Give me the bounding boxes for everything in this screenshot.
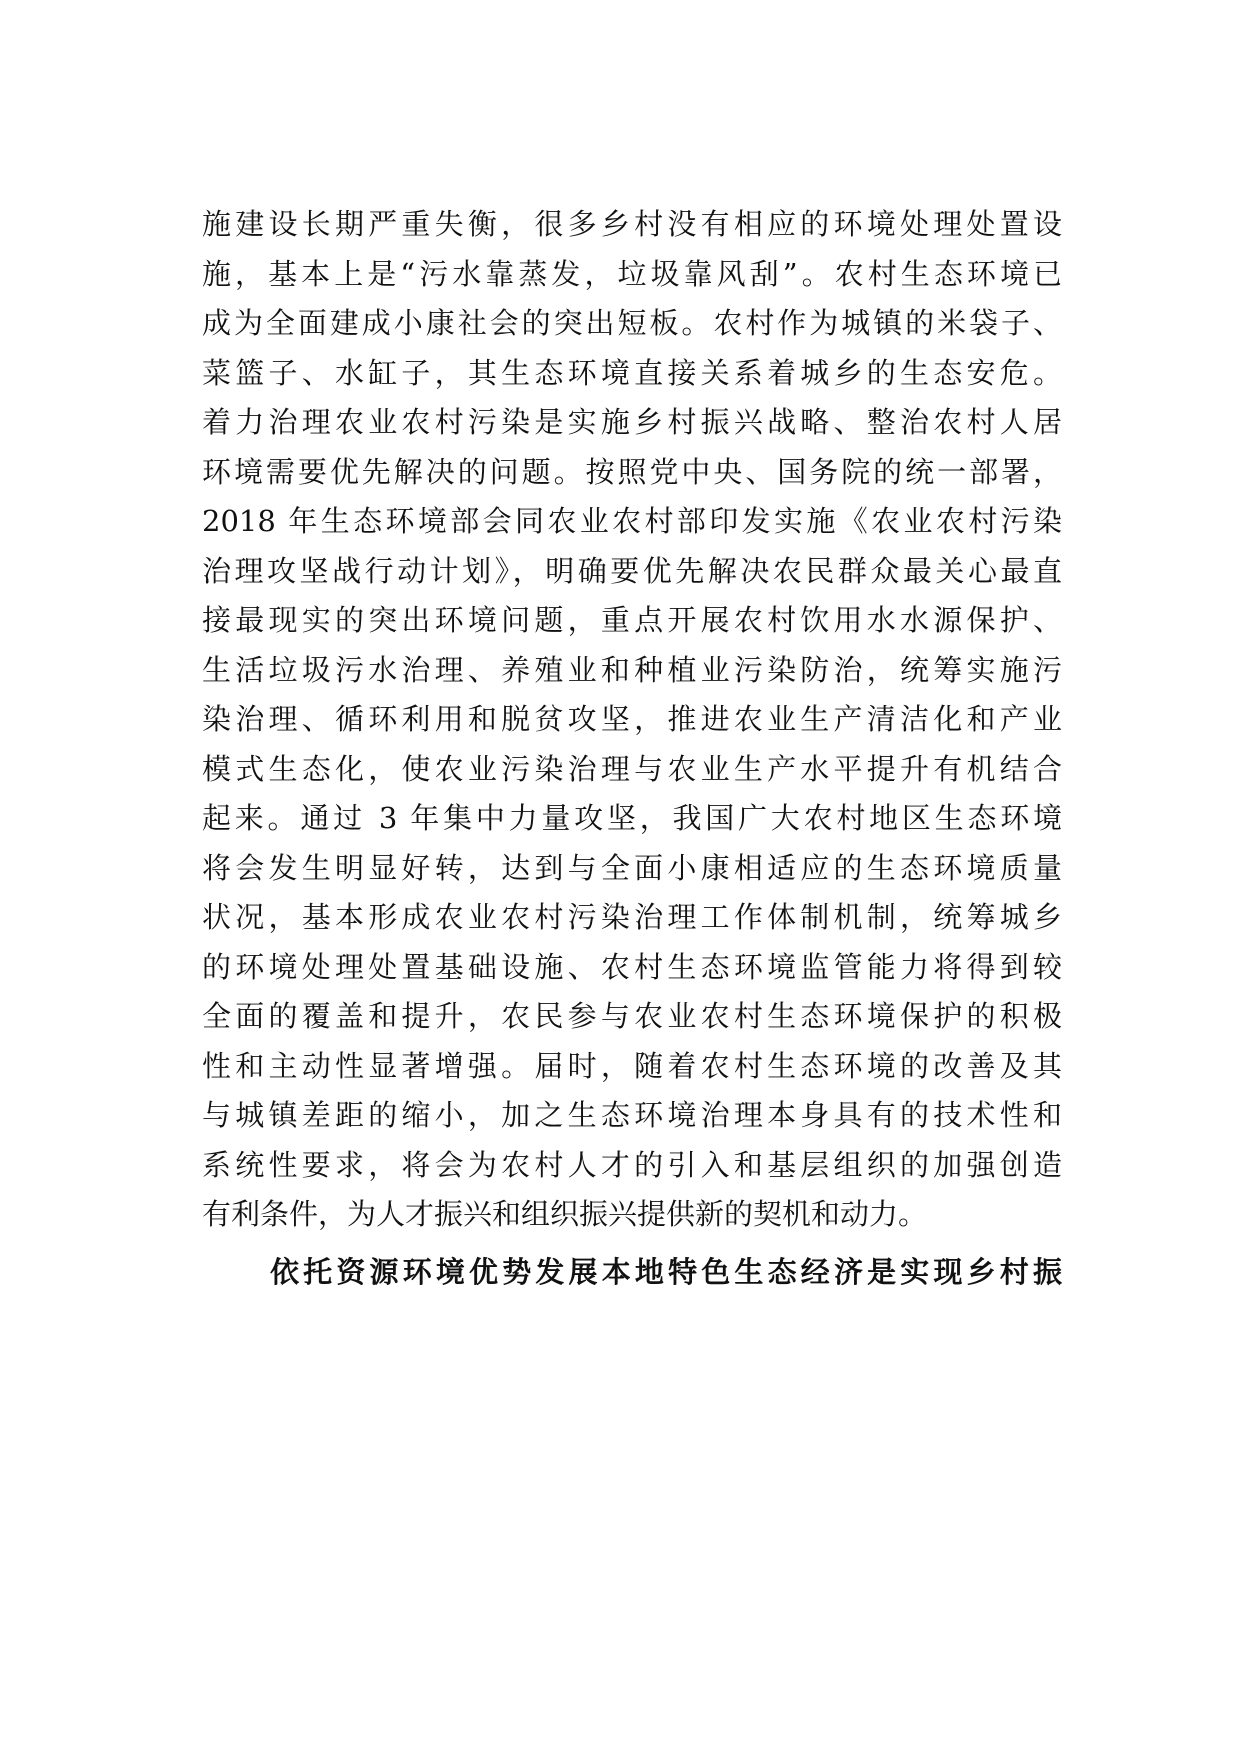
paragraph-line: 与城镇差距的缩小，加之生态环境治理本身具有的技术性和 bbox=[202, 1098, 1062, 1132]
paragraph-line: 起来。通过 3 年集中力量攻坚，我国广大农村地区生态环境 bbox=[202, 801, 1062, 835]
paragraph-line: 性和主动性显著增强。届时，随着农村生态环境的改善及其 bbox=[202, 1048, 1062, 1083]
paragraph-line: 系统性要求，将会为农村人才的引入和基层组织的加强创造 bbox=[202, 1147, 1062, 1182]
paragraph-last-line: 有利条件，为人才振兴和组织振兴提供新的契机和动力。 bbox=[202, 1197, 928, 1231]
paragraph-line: 成为全面建成小康社会的突出短板。农村作为城镇的米袋子、 bbox=[202, 306, 1062, 340]
paragraph-line: 治理攻坚战行动计划》，明确要优先解决农民群众最关心最直 bbox=[202, 553, 1062, 588]
paragraph-line: 模式生态化，使农业污染治理与农业生产水平提升有机结合 bbox=[202, 751, 1062, 786]
section-heading: 依托资源环境优势发展本地特色生态经济是实现乡村振 bbox=[270, 1254, 1062, 1289]
paragraph-line: 接最现实的突出环境问题，重点开展农村饮用水水源保护、 bbox=[202, 603, 1062, 637]
paragraph-line: 染治理、循环利用和脱贫攻坚，推进农业生产清洁化和产业 bbox=[202, 702, 1062, 736]
paragraph-line: 将会发生明显好转，达到与全面小康相适应的生态环境质量 bbox=[202, 850, 1062, 885]
paragraph-line: 状况，基本形成农业农村污染治理工作体制机制，统筹城乡 bbox=[202, 900, 1062, 934]
paragraph-line: 全面的覆盖和提升，农民参与农业农村生态环境保护的积极 bbox=[202, 999, 1062, 1033]
body-text bbox=[202, 200, 1062, 1297]
paragraph-line: 环境需要优先解决的问题。按照党中央、国务院的统一部署， bbox=[202, 454, 1062, 489]
paragraph-line: 菜篮子、水缸子，其生态环境直接关系着城乡的生态安危。 bbox=[202, 355, 1062, 390]
paragraph-line: 的环境处理处置基础设施、农村生态环境监管能力将得到较 bbox=[202, 949, 1062, 984]
paragraph-line: 施，基本上是“污水靠蒸发，垃圾靠风刮”。农村生态环境已 bbox=[202, 256, 1062, 291]
paragraph-line: 施建设长期严重失衡，很多乡村没有相应的环境处理处置设 bbox=[202, 207, 1062, 241]
paragraph-line: 生活垃圾污水治理、养殖业和种植业污染防治，统筹实施污 bbox=[202, 652, 1062, 687]
paragraph-line: 2018 年生态环境部会同农业农村部印发实施《农业农村污染 bbox=[202, 504, 1062, 538]
paragraph-line: 着力治理农业农村污染是实施乡村振兴战略、整治农村人居 bbox=[202, 405, 1062, 439]
